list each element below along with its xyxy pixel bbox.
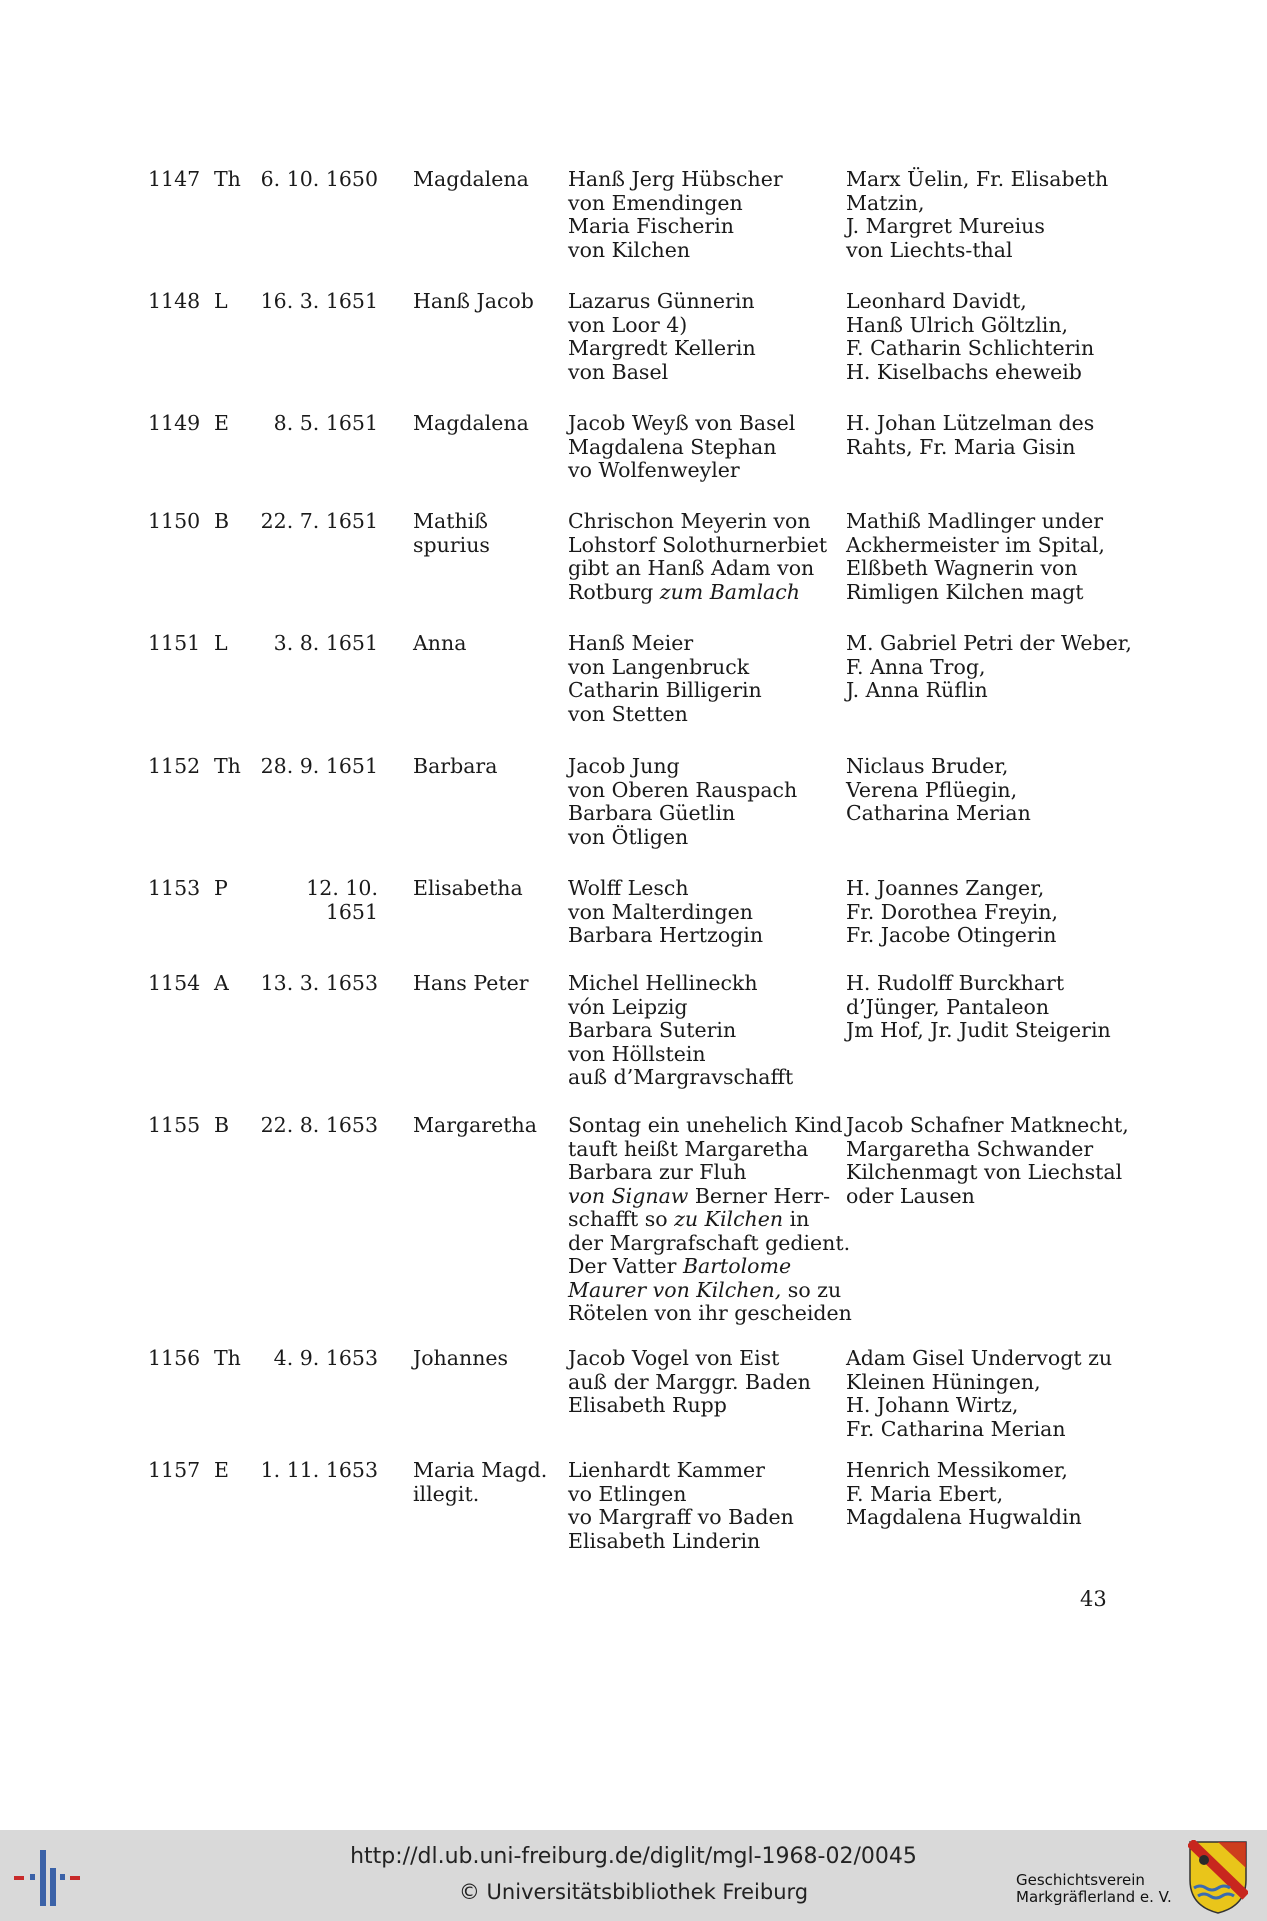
parents: [568, 877, 838, 948]
parents-line: Jacob Weyß von Basel: [568, 411, 796, 435]
child-name: [413, 412, 563, 436]
sponsors-line: Catharina Merian: [846, 801, 1031, 825]
parents-italic-text: von Signaw: [568, 1183, 689, 1208]
entry-number: 1147: [148, 167, 201, 191]
sponsors: [846, 168, 1136, 262]
entry-number: 1153: [148, 876, 201, 900]
parents-line: Lienhardt Kammer: [568, 1458, 765, 1482]
parents-line: vo Margraff vo Baden: [568, 1505, 794, 1529]
parents-italic-text: Maurer von Kilchen,: [568, 1277, 782, 1302]
parents: [568, 755, 838, 849]
child-name: [413, 632, 563, 656]
entry-date: 1. 11. 1653: [260, 1458, 378, 1482]
entry-date: 6. 10. 1650: [260, 167, 378, 191]
page-number: 43: [1080, 1587, 1107, 1611]
parents-line: Maria Fischerin: [568, 214, 734, 238]
sponsors: [846, 412, 1136, 459]
parents-line: von Oberen Rauspach: [568, 777, 798, 802]
child-name-line: Barbara: [413, 754, 498, 778]
entry-day: B: [214, 509, 230, 533]
sponsors-line: von Liechts-thal: [846, 237, 1013, 262]
parents: [568, 412, 838, 483]
child-name-line: Hans Peter: [413, 971, 529, 995]
sponsors-line: Rimligen Kilchen magt: [846, 579, 1084, 604]
child-name-line: Anna: [413, 631, 467, 655]
child-name: [413, 1459, 563, 1506]
sponsors-line: H. Johann Wirtz,: [846, 1393, 1019, 1417]
sponsors-line: Jacob Schafner Matknecht,: [846, 1113, 1129, 1137]
parents-line: gibt an Hanß Adam von: [568, 556, 815, 580]
footer-bar: [0, 1830, 1267, 1921]
parents-text: in: [783, 1207, 810, 1231]
child-name: [413, 755, 563, 779]
parents-line: Lazarus Günnerin: [568, 289, 755, 313]
parents-italic-text: Bartolome: [682, 1254, 792, 1278]
entry-date: 12. 10. 1651: [306, 876, 378, 924]
sponsors-line: Fr. Catharina Merian: [846, 1416, 1066, 1441]
entry-day: L: [214, 631, 228, 655]
entry-day: Th: [214, 1346, 241, 1370]
parents-line: von Kilchen: [568, 237, 691, 262]
parents-text: Berner Herr-: [688, 1183, 831, 1208]
parents-line: Sontag ein unehelich Kind: [568, 1113, 843, 1137]
sponsors-line: Mathiß Madlinger under: [846, 509, 1104, 533]
child-name-line: Magdalena: [413, 167, 529, 191]
parents-line: [568, 1208, 838, 1232]
entry-number: 1156: [148, 1346, 201, 1370]
sponsors: [846, 1347, 1136, 1441]
sponsors-line: Hanß Ulrich Göltzlin,: [846, 312, 1069, 337]
sponsors-line: Kleinen Hüningen,: [846, 1369, 1041, 1394]
child-name: [413, 877, 563, 901]
parents-line: vo Etlingen: [568, 1481, 687, 1506]
sponsors-line: Henrich Messikomer,: [846, 1458, 1068, 1482]
parents-line: von Malterdingen: [568, 899, 753, 924]
parents-line: [568, 1277, 842, 1303]
child-name-line: spurius: [413, 532, 490, 557]
entry-day: P: [214, 876, 228, 900]
child-name-line: illegit.: [413, 1481, 480, 1506]
sponsors: [846, 290, 1136, 384]
entry-day: B: [214, 1113, 230, 1137]
parents-line: Barbara Hertzogin: [568, 923, 764, 947]
sponsors: [846, 510, 1136, 604]
entry-date: 8. 5. 1651: [273, 411, 378, 435]
entry-number: 1157: [148, 1458, 201, 1482]
entry-day: Th: [214, 754, 241, 778]
child-name-line: Johannes: [413, 1346, 509, 1370]
parents-line: Hanß Jerg Hübscher: [568, 167, 783, 191]
entry-date: 4. 9. 1653: [273, 1346, 378, 1370]
parents-line: Magdalena Stephan: [568, 434, 777, 459]
child-name-line: Maria Magd.: [413, 1458, 548, 1482]
parents-line: Elisabeth Linderin: [568, 1528, 761, 1553]
parents-text: Der Vatter: [568, 1254, 683, 1278]
parents-line: auß d’Margravschafft: [568, 1065, 794, 1089]
coat-of-arms-icon: [1188, 1840, 1248, 1915]
sponsors: [846, 755, 1136, 826]
entry-date: 13. 3. 1653: [260, 971, 378, 995]
parents-line: Rötelen von ihr gescheiden: [568, 1301, 852, 1325]
parents-italic-text: zu Kilchen: [674, 1207, 784, 1231]
sponsors-line: H. Joannes Zanger,: [846, 876, 1045, 900]
entry-number: 1148: [148, 289, 201, 313]
parents-line: von Stetten: [568, 701, 688, 726]
entry-day: E: [214, 1458, 229, 1482]
parents-line: Margredt Kellerin: [568, 336, 756, 360]
parents-line: von Emendingen: [568, 190, 743, 215]
parents-text: Rotburg: [568, 579, 660, 604]
parents-line: Wolff Lesch: [568, 876, 689, 900]
entry-number: 1152: [148, 754, 201, 778]
parents: [568, 168, 838, 262]
parents: [568, 972, 838, 1090]
parents: [568, 290, 838, 384]
society-name-line: Markgräflerland e. V.: [1016, 1888, 1172, 1906]
sponsors-line: Niclaus Bruder,: [846, 754, 1009, 778]
copyright-text: © Universitätsbibliothek Freiburg: [458, 1880, 809, 1904]
society-name: [1016, 1872, 1172, 1906]
child-name: [413, 290, 563, 314]
sponsors-line: Magdalena Hugwaldin: [846, 1505, 1082, 1529]
entry-date: 22. 8. 1653: [260, 1113, 378, 1137]
parents-text: schafft so: [568, 1207, 675, 1231]
parents-line: von Basel: [568, 359, 669, 384]
child-name: [413, 1347, 563, 1371]
sponsors-line: J. Anna Rüflin: [846, 678, 988, 702]
sponsors: [846, 972, 1136, 1043]
parents-line: Lohstorf Solothurnerbiet: [568, 532, 828, 557]
parents-line: [568, 1185, 838, 1209]
sponsors-line: H. Kiselbachs eheweib: [846, 359, 1082, 384]
entry-day: A: [214, 971, 229, 995]
society-name-line: Geschichtsverein: [1016, 1871, 1145, 1889]
parents-italic-text: zum Bamlach: [659, 579, 800, 604]
entry-number: 1154: [148, 971, 201, 995]
parents: [568, 510, 838, 604]
parents: [568, 1347, 838, 1418]
parents-line: Hanß Meier: [568, 631, 694, 655]
child-name-line: Magdalena: [413, 411, 529, 435]
sponsors-line: H. Johan Lützelman des: [846, 411, 1095, 435]
parents-line: von Loor 4): [568, 312, 688, 337]
sponsors-line: H. Rudolff Burckhart: [846, 971, 1065, 995]
parents-line: Barbara zur Fluh: [568, 1160, 747, 1184]
sponsors-line: oder Lausen: [846, 1183, 975, 1208]
parents-line: [568, 1255, 838, 1279]
parents-line: Elisabeth Rupp: [568, 1393, 727, 1417]
child-name: [413, 168, 563, 192]
parents-line: von Höllstein: [568, 1041, 706, 1066]
child-name: [413, 1114, 563, 1138]
sponsors-line: F. Anna Trog,: [846, 654, 986, 679]
sponsors: [846, 632, 1136, 703]
entry-number: 1150: [148, 509, 201, 533]
sponsors-line: M. Gabriel Petri der Weber,: [846, 631, 1132, 655]
sponsors-line: Rahts, Fr. Maria Gisin: [846, 434, 1076, 459]
parents-line: [568, 581, 838, 605]
parents-text: so zu: [781, 1277, 842, 1302]
entry-number: 1155: [148, 1113, 201, 1137]
sponsors-line: Jm Hof, Jr. Judit Steigerin: [846, 1018, 1111, 1042]
parents-line: von Ötligen: [568, 824, 689, 849]
parents-line: vón Leipzig: [568, 994, 688, 1019]
entry-date: 28. 9. 1651: [260, 754, 378, 778]
sponsors-line: Ackhermeister im Spital,: [846, 532, 1105, 557]
sponsors-line: d’Jünger, Pantaleon: [846, 994, 1050, 1019]
sponsors-line: Verena Pflüegin,: [846, 777, 1018, 802]
parents-line: Jacob Vogel von Eist: [568, 1346, 780, 1370]
sponsors-line: Fr. Jacobe Otingerin: [846, 923, 1057, 947]
parents-line: der Margrafschaft gedient.: [568, 1230, 851, 1255]
sponsors-line: Marx Üelin, Fr. Elisabeth: [846, 167, 1109, 191]
sponsors-line: F. Maria Ebert,: [846, 1481, 1004, 1506]
entry-date: 3. 8. 1651: [273, 631, 378, 655]
parents-line: von Langenbruck: [568, 654, 750, 679]
parents: [568, 1113, 852, 1326]
parents-line: Michel Hellineckh: [568, 971, 758, 995]
sponsors: [846, 877, 1136, 948]
child-name: [413, 972, 563, 996]
sponsors-line: Kilchenmagt von Liechstal: [846, 1160, 1123, 1184]
parents: [568, 1459, 838, 1553]
parents-line: Barbara Güetlin: [568, 801, 736, 825]
entry-day: E: [214, 411, 229, 435]
sponsors-line: J. Margret Mureius: [846, 214, 1045, 238]
child-name-line: Mathiß: [413, 509, 488, 533]
entry-number: 1151: [148, 631, 201, 655]
parents-line: tauft heißt Margaretha: [568, 1136, 809, 1161]
entry-day: L: [214, 289, 228, 313]
parents-line: Barbara Suterin: [568, 1018, 737, 1042]
sponsors-line: Leonhard Davidt,: [846, 289, 1027, 313]
sponsors-line: Fr. Dorothea Freyin,: [846, 899, 1059, 924]
child-name-line: Elisabetha: [413, 876, 523, 900]
parents-line: auß der Marggr. Baden: [568, 1369, 811, 1394]
sponsors-line: F. Catharin Schlichterin: [846, 336, 1095, 360]
entry-date: 16. 3. 1651: [260, 289, 378, 313]
child-name-line: Hanß Jacob: [413, 289, 534, 313]
entry-number: 1149: [148, 411, 201, 435]
document-url-link[interactable]: http://dl.ub.uni-freiburg.de/diglit/mgl-1968-02/0045: [350, 1844, 917, 1869]
entry-date: 22. 7. 1651: [260, 509, 378, 533]
parents-line: Catharin Billigerin: [568, 678, 762, 702]
sponsors: [846, 1114, 1136, 1208]
entry-day: Th: [214, 167, 241, 191]
parents: [568, 632, 838, 726]
child-name-line: Margaretha: [413, 1113, 537, 1137]
sponsors-line: Margaretha Schwander: [846, 1136, 1094, 1161]
parents-line: vo Wolfenweyler: [568, 458, 740, 482]
parents-line: Jacob Jung: [568, 754, 680, 778]
sponsors: [846, 1459, 1136, 1530]
child-name: [413, 510, 563, 557]
sponsors-line: Matzin,: [846, 190, 925, 215]
parents-line: Chrischon Meyerin von: [568, 509, 811, 533]
sponsors-line: Adam Gisel Undervogt zu: [846, 1346, 1113, 1370]
sponsors-line: Elßbeth Wagnerin von: [846, 556, 1078, 580]
